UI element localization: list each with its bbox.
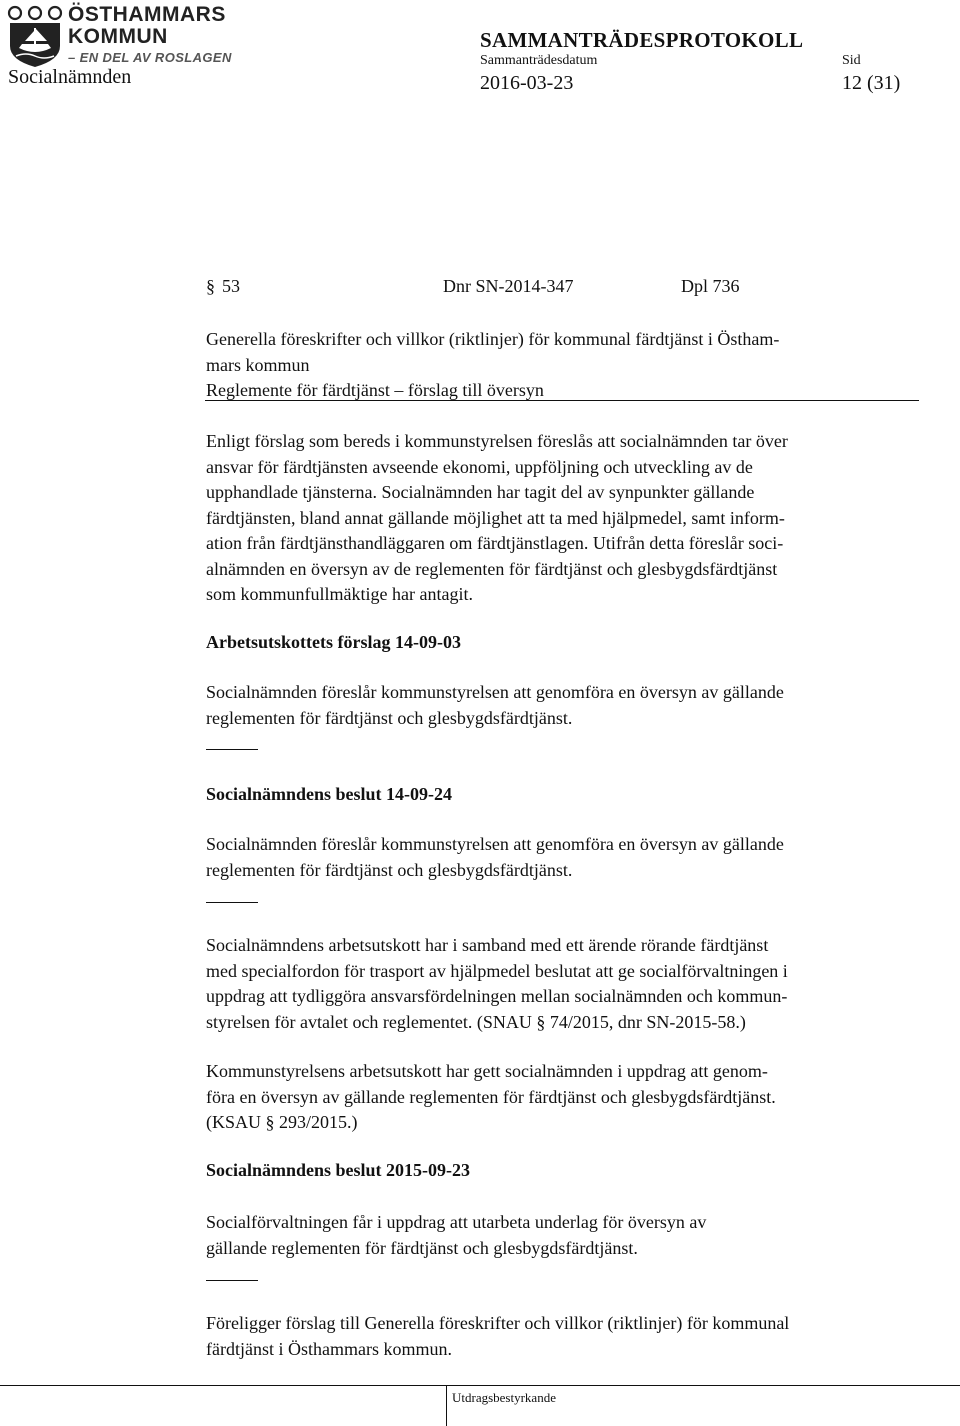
heading-decision-2014: Socialnämndens beslut 14-09-24	[206, 784, 453, 804]
footer-divider	[446, 1385, 447, 1426]
meeting-date-label: Sammanträdesdatum	[480, 53, 598, 68]
committee-proposal-text: Socialnämnden föreslår kommunstyrelsen att genomföra en översyn av gällande reglementen för färdtjänst och glesbygdsfärdtjänst.	[206, 682, 784, 728]
separator-dash	[206, 1280, 258, 1281]
logo-name-line1: ÖSTHAMMARS	[68, 3, 226, 26]
record-number: Dpl 736	[681, 276, 740, 296]
department-name: Socialnämnden	[8, 66, 132, 88]
document-title: SAMMANTRÄDESPROTOKOLL	[480, 28, 804, 52]
page-label: Sid	[842, 53, 861, 68]
separator-dash	[206, 902, 258, 903]
separator-dash	[206, 749, 258, 750]
intro-paragraph: Enligt förslag som bereds i kommunstyrelsen föreslås att socialnämnden tar över ansvar för färdtjänsten avseende ekonomi, uppföljning och utveckling av de upphandlade tjänsterna. Socialnämnden har tagit del av synpunkter gällande färdtjänsten, bland annat gällande möjlighet att ta med hjälpmedel, samt inform- ation från färdtjänsthandläggaren om färdtjänstlagen. Utifrån detta föreslår soci- alnämnden en översyn av de reglementen för färdtjänst och glesbygdsfärdtjänst som kommunfullmäktige har antagit.	[206, 431, 788, 604]
section-number: 53	[222, 276, 240, 296]
proposal-paragraph: Föreligger förslag till Generella föreskrifter och villkor (riktlinjer) för kommunal färdtjänst i Östhammars kommun.	[206, 1313, 790, 1359]
section-title: Generella föreskrifter och villkor (riktlinjer) för kommunal färdtjänst i Östham- mars kommun Reglemente för färdtjänst – förslag till översyn	[206, 329, 780, 400]
heading-committee-proposal: Arbetsutskottets förslag 14-09-03	[206, 632, 461, 652]
logo-tagline: – EN DEL AV ROSLAGEN	[68, 50, 232, 65]
working-committee-paragraph: Socialnämndens arbetsutskott har i samband med ett ärende rörande färdtjänst med specialfordon för trasport av hjälpmedel beslutat att ge socialförvaltningen i uppdrag att tydliggöra ansvarsfördelningen mellan socialnämnden och kommun- styrelsen för avtalet och reglementet. (SNAU § 74/2015, dnr SN-2015-58.)	[206, 935, 788, 1032]
executive-committee-paragraph: Kommunstyrelsens arbetsutskott har gett socialnämnden i uppdrag att genom- föra en översyn av gällande reglementen för färdtjänst och glesbygdsfärdtjänst. (KSAU § 293/2015.)	[206, 1061, 776, 1132]
page-number: 12 (31)	[842, 72, 901, 94]
extract-certification-label: Utdragsbestyrkande	[452, 1390, 556, 1405]
footer-rule	[0, 1385, 960, 1386]
meeting-date: 2016-03-23	[480, 72, 574, 94]
decision-2015-text: Socialförvaltningen får i uppdrag att utarbeta underlag för översyn av gällande reglementen för färdtjänst och glesbygdsfärdtjänst.	[206, 1212, 707, 1258]
logo-wordmark	[68, 4, 226, 48]
coat-of-arms-icon	[6, 4, 64, 68]
case-number: Dnr SN-2014-347	[443, 276, 574, 296]
logo-name-line2: KOMMUN	[68, 25, 168, 48]
section-symbol: §	[206, 276, 215, 296]
decision-2014-text: Socialnämnden föreslår kommunstyrelsen att genomföra en översyn av gällande reglementen för färdtjänst och glesbygdsfärdtjänst.	[206, 834, 784, 880]
title-underline	[205, 400, 919, 401]
heading-decision-2015: Socialnämndens beslut 2015-09-23	[206, 1160, 471, 1180]
municipality-logo	[6, 3, 232, 68]
